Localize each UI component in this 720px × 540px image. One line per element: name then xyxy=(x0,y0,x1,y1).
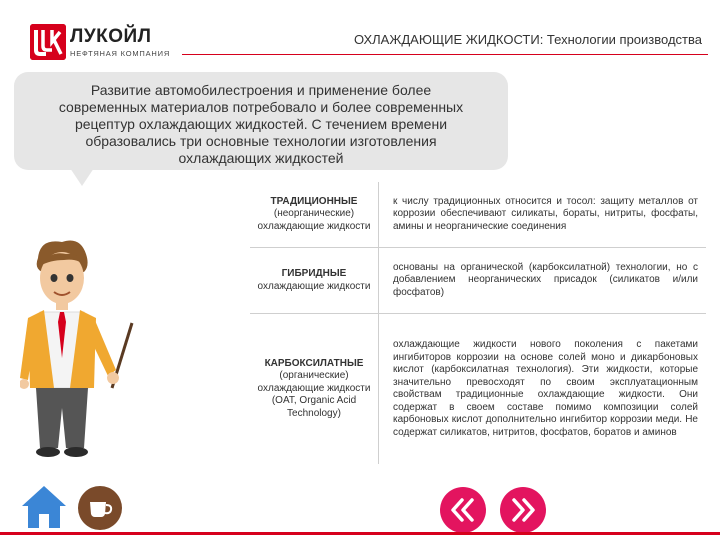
intro-speech-bubble xyxy=(14,72,508,170)
logo-name: ЛУКОЙЛ xyxy=(70,26,152,47)
technology-title: КАРБОКСИЛАТНЫЕ xyxy=(264,357,364,369)
speech-bubble-tail xyxy=(70,168,94,186)
footer-divider xyxy=(0,532,720,535)
technology-title: ГИБРИДНЫЕ xyxy=(281,268,347,279)
technology-name-cell xyxy=(250,314,378,464)
technology-table xyxy=(250,182,706,464)
table-row xyxy=(250,182,706,248)
logo-subtitle: НЕФТЯНАЯ КОМПАНИЯ xyxy=(70,49,171,58)
technology-subtitle: охлаждающие жидкости xyxy=(257,280,371,292)
technology-subtitle: (неорганические) охлаждающие жидкости xyxy=(257,208,371,232)
previous-slide-button[interactable] xyxy=(440,487,486,533)
next-slide-button[interactable] xyxy=(500,487,546,533)
technology-title: ТРАДИЦИОННЫЕ xyxy=(270,195,358,207)
coffee-button[interactable] xyxy=(78,486,122,530)
double-chevron-right-icon xyxy=(500,487,546,533)
presenter-illustration xyxy=(20,238,140,460)
technology-name-cell xyxy=(250,182,378,247)
intro-line: образовались три основные технологии изготовления xyxy=(85,133,437,149)
header-divider xyxy=(182,54,708,55)
home-icon xyxy=(20,484,68,530)
logo-mark-icon xyxy=(30,24,66,60)
page-title: ОХЛАЖДАЮЩИЕ ЖИДКОСТИ: Технологии производства xyxy=(353,32,702,47)
technology-description: охлаждающие жидкости нового поколения с пакетами ингибиторов коррозии на основе солей моно и дикарбоновых кислот (карбоксилатная технология). Эти жидкости, которые значительно превосходят по своим эксплуатационным свойствам традиционные охлаждающие жидкости. Они содержат в своем составе помимо композиции солей карбоновых кислот дополнительно ингибитор коррозии меди. Не содержат силикатов, нитритов, фосфатов, боратов и аминов xyxy=(393,339,698,438)
intro-line: современных материалов потребовало и более современных xyxy=(58,99,464,115)
table-row xyxy=(250,248,706,314)
table-row xyxy=(250,314,706,464)
technology-description: основаны на органической (карбоксилатной) технологии, но с добавлением неорганических присадок (силикатов и/или фосфатов) xyxy=(393,261,698,298)
technology-subtitle: (органические) охлаждающие жидкости (OAT, Organic Acid Technology) xyxy=(257,370,371,419)
intro-line: рецептур охлаждающих жидкостей. С течением времени xyxy=(74,116,448,132)
technology-name-cell xyxy=(250,248,378,313)
home-button[interactable] xyxy=(20,484,68,530)
technology-description: к числу традиционных относится и тосол: защиту металлов от коррозии обеспечивают силикаты, бораты, нитриты, фосфаты, амины и неорганические соединения xyxy=(393,195,698,232)
intro-line: Развитие автомобилестроения и применение более xyxy=(90,82,432,98)
company-logo xyxy=(30,24,180,64)
double-chevron-left-icon xyxy=(440,487,486,533)
coffee-cup-icon xyxy=(78,486,122,530)
intro-line: охлаждающих жидкостей xyxy=(178,150,344,166)
